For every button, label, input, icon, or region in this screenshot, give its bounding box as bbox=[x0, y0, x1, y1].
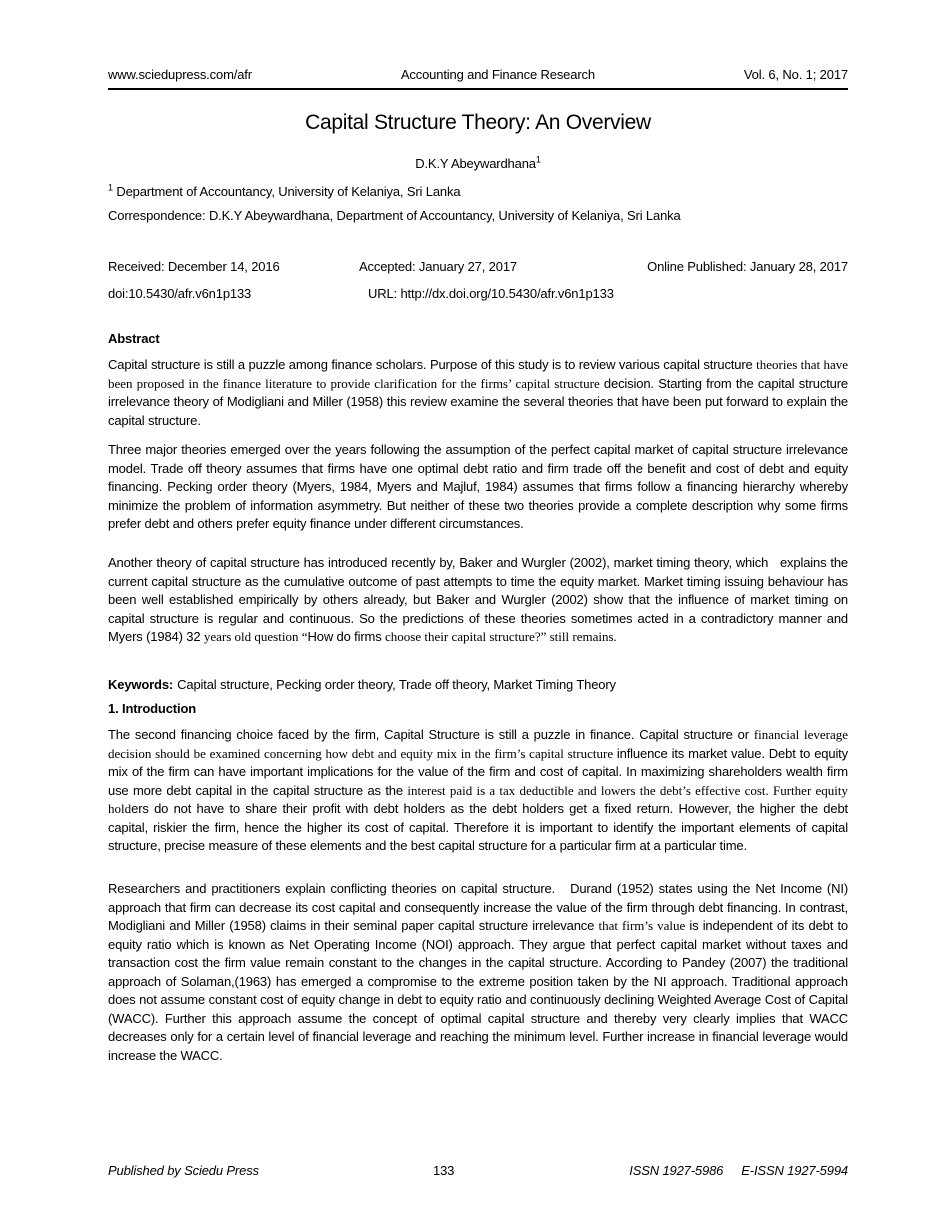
online-published-date: Online Published: January 28, 2017 bbox=[647, 259, 848, 274]
text-run: Researchers and practitioners explain conflicting theories on capital structure. Durand (1952) states using the Net Income (NI) approach that firm can decrease its cost capital and consequently increase the value of the firm through debt financing. In contrast, Modigliani and Miller (1958) claims in their seminal paper capital structure irrelevance bbox=[108, 881, 848, 933]
correspondence-line: Correspondence: D.K.Y Abeywardhana, Department of Accountancy, University of Kelaniya, Sri Lanka bbox=[108, 208, 681, 223]
issn-block bbox=[629, 1162, 848, 1180]
keywords-label: Keywords: bbox=[108, 677, 174, 692]
page-footer bbox=[108, 1162, 848, 1180]
introduction-paragraph-2 bbox=[108, 880, 848, 1065]
issn: ISSN 1927-5986 bbox=[629, 1163, 724, 1178]
text-run: theories that have been proposed in the finance literature to provide clarification for the firms’ capital structure bbox=[108, 357, 849, 391]
volume-issue: Vol. 6, No. 1; 2017 bbox=[743, 67, 848, 82]
text-run: Three major theories emerged over the years following the assumption of the perfect capital market of capital structure irrelevance model. Trade off theory assumes that firms have one optimal debt ratio and firm trade off the benefit and cost of debt and equity financing. Pecking order theory (Myers, 1984, Myers and Majluf, 1984) assumes that firms follow a financing hierarchy whereby minimize the problem of information asymmetry. But neither of these two theories provide a complete description why some firms prefer debt and others prefer equity finance under different circumstances. bbox=[108, 442, 848, 531]
text-run: Another theory of capital structure has introduced recently by, Baker and Wurgler (2002), market timing theory, which explains the current capital structure as the cumulative outcome of past attempts to time the equity market. Market timing issuing behaviour has been well established empirically by others already, but Baker and Wurgler (2002) show that the influence of market timing on capital structure is regular and continuous. So the predictions of these theories sometimes acted in a contradictory manner and Myers (1984) 32 bbox=[108, 555, 848, 644]
article-url[interactable]: URL: http://dx.doi.org/10.5430/afr.v6n1p133 bbox=[368, 286, 614, 301]
text-run: choose their capital structure?” still remains. bbox=[385, 629, 617, 644]
affiliation-superscript: 1 bbox=[108, 182, 113, 193]
text-run: How do firms bbox=[307, 629, 386, 644]
publisher-note: Published by Sciedu Press bbox=[108, 1163, 259, 1178]
text-run: The second financing choice faced by the firm, Capital Structure is still a puzzle in finance. Capital structure or bbox=[108, 727, 754, 742]
affiliation-text: Department of Accountancy, University of Kelaniya, Sri Lanka bbox=[116, 184, 461, 199]
accepted-date: Accepted: January 27, 2017 bbox=[359, 259, 517, 274]
page-number: 133 bbox=[433, 1163, 455, 1178]
abstract-heading: Abstract bbox=[108, 331, 160, 346]
author-superscript: 1 bbox=[535, 154, 541, 165]
paper-title: Capital Structure Theory: An Overview bbox=[305, 111, 651, 134]
text-run: that firm’s value bbox=[598, 918, 690, 933]
introduction-paragraph-1 bbox=[108, 726, 848, 856]
text-run: financial leverage decision should be examined concerning how debt and equity mix in the firm’s capital structure bbox=[108, 727, 848, 761]
author-name: D.K.Y Abeywardhana bbox=[415, 156, 536, 171]
journal-url[interactable]: www.sciedupress.com/afr bbox=[108, 67, 252, 82]
e-issn: E-ISSN 1927-5994 bbox=[741, 1163, 848, 1178]
doi-row bbox=[108, 285, 848, 303]
author-line bbox=[108, 155, 848, 173]
text-run: is independent of its debt to equity ratio which is known as Net Operating Income (NOI) approach. They argue that perfect capital market without taxes and transaction cost the firm value remain constant to the changes in the capital structure. According to Pandey (2007) the traditional approach of Solaman,(1963) has emerged a compromise to the extreme position taken by the NI approach. Traditional approach does not assume constant cost of equity change in debt to equity ratio and continuously declining Weighted Average Cost of Capital (WACC). Further this approach assume the concept of optimal capital structure and thereby very clearly implies that WACC decreases only for a certain level of financial leverage and reaching the minimum level. Further increase in financial leverage would increase the WACC. bbox=[108, 918, 849, 1063]
page-header bbox=[108, 67, 848, 90]
abstract-paragraph-2 bbox=[108, 441, 848, 534]
text-run: ers do not have to share their profit with debt holders as the debt holders get a fixed return. However, the higher the debt capital, riskier the firm, hence the higher its cost of capital. Therefore it is important to identify the important elements of capital structure, precise measure of these elements and the best capital structure for a particular firm at a particular time. bbox=[108, 801, 848, 853]
text-run: influence its market value. Debt to equity mix of the firm can have important implications for the value of the firm and cost of capital. In maximizing shareholders wealth firm use more debt capital in the capital structure as the bbox=[108, 745, 848, 798]
dates-row bbox=[108, 258, 848, 276]
doi: doi:10.5430/afr.v6n1p133 bbox=[108, 286, 252, 301]
journal-name: Accounting and Finance Research bbox=[400, 67, 595, 82]
text-run: interest paid is a tax deductible and lowers the debt’s effective cost. Further equity hold bbox=[108, 782, 848, 816]
text-run: Capital structure is still a puzzle among finance scholars. Purpose of this study is to review various capital structure bbox=[108, 357, 757, 372]
received-date: Received: December 14, 2016 bbox=[108, 259, 280, 274]
affiliation-line bbox=[108, 183, 848, 201]
section-heading-introduction: 1. Introduction bbox=[108, 701, 197, 716]
text-run: decision. Starting from the capital structure irrelevance theory of Modigliani and Miller (1958) this review examine the several theories that have been put forward to explain the capital structure. bbox=[108, 375, 848, 428]
abstract-paragraph-1 bbox=[108, 356, 848, 430]
keywords-text: Capital structure, Pecking order theory, Trade off theory, Market Timing Theory bbox=[177, 677, 616, 692]
keywords-line bbox=[108, 676, 848, 694]
abstract-paragraph-3 bbox=[108, 554, 848, 647]
text-run: years old question “ bbox=[203, 629, 308, 644]
